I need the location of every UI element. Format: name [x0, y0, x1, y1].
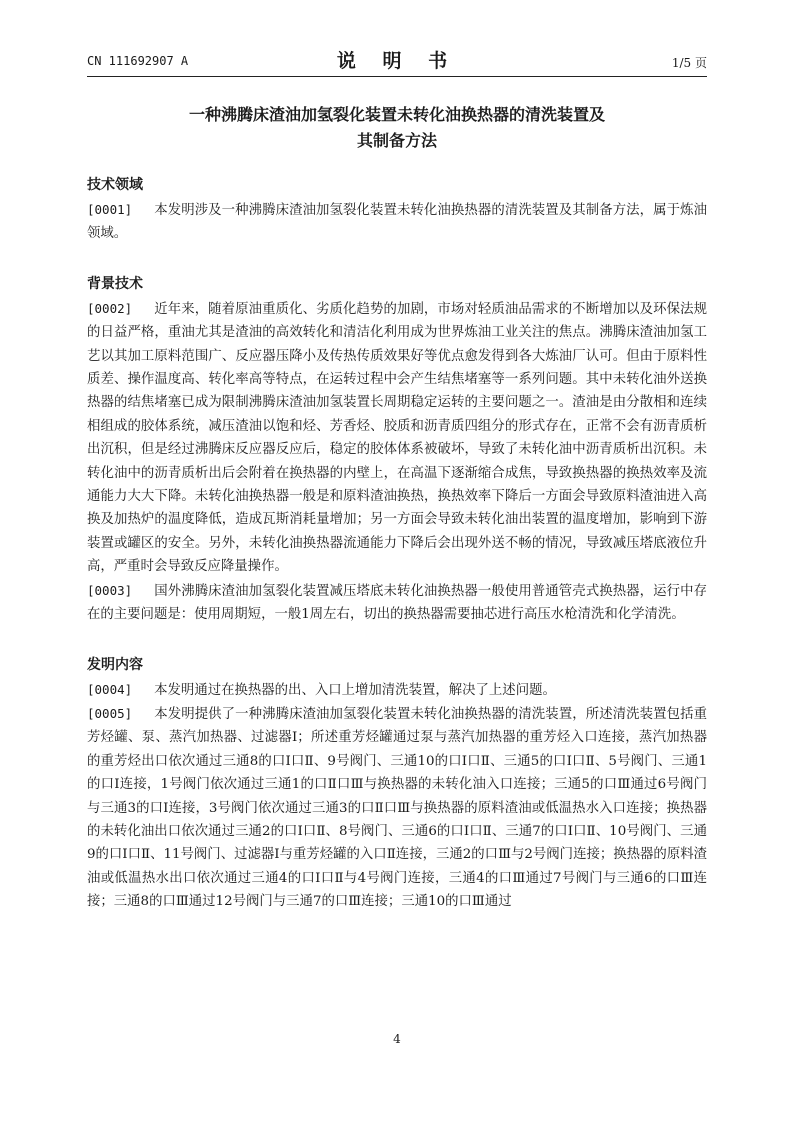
paragraph-0003 — [87, 579, 707, 627]
paragraph-text: 近年来，随着原油重质化、劣质化趋势的加剧，市场对轻质油品需求的不断增加以及环保法规的日益严格，重油尤其是渣油的高效转化和清洁化利用成为世界炼油工业关注的焦点。沸腾床渣油加氢工艺以其加工原料范围广、反应器压降小及传热传质效果好等优点愈发得到各大炼油厂认可。但由于原料性质差、操作温度高、转化率高等特点，在运转过程中会产生结焦堵塞等一系列问题。其中未转化油外送换热器的结焦堵塞已成为限制沸腾床渣油加氢装置长周期稳定运转的主要问题之一。渣油是由分散相和连续相组成的胶体系统，减压渣油以饱和烃、芳香烃、胶质和沥青质四组分的形式存在，正常不会有沥青质析出沉积，但是经过沸腾床反应器反应后，稳定的胶体体系被破坏，导致了未转化油中沥青质析出沉积。未转化油中的沥青质析出后会附着在换热器的内壁上，在高温下逐渐缩合成焦，导致换热器的换热效率及流通能力大大下降。未转化油换热器一般是和原料渣油换热，换热效率下降后一方面会导致原料渣油进入高换及加热炉的温度降低，造成瓦斯消耗量增加；另一方面会导致未转化油出装置的温度增加，影响到下游装置或罐区的安全。另外，未转化油换热器流通能力下降后会出现外送不畅的情况，导致减压塔底液位升高，严重时会导致反应降量操作。 — [87, 301, 707, 575]
paragraph-number: [0005] — [87, 705, 133, 721]
section-heading-background: 背景技术 — [87, 275, 143, 292]
paragraph-number: [0001] — [87, 202, 133, 217]
page-number: 4 — [393, 1032, 401, 1046]
paragraph-text: 本发明涉及一种沸腾床渣油加氢裂化装置未转化油换热器的清洗装置及其制备方法，属于炼油领域。 — [87, 203, 707, 242]
section-heading-tech-field: 技术领域 — [87, 177, 143, 193]
paragraph-0005 — [87, 702, 707, 914]
paragraph-text: 国外沸腾床渣油加氢裂化装置减压塔底未转化油换热器一般使用普通管壳式换热器，运行中存在的主要问题是：使用周期短，一般1周左右，切出的换热器需要抽芯进行高压水枪清洗和化学清洗。 — [87, 583, 707, 623]
page-of-total: 1/5 页 — [671, 56, 707, 70]
publication-number: CN 111692907 A — [87, 54, 189, 68]
paragraph-text: 本发明通过在换热器的出、入口上增加清洗装置，解决了上述问题。 — [154, 682, 556, 698]
document-title — [87, 102, 707, 154]
document-type: 说 明 书 — [336, 50, 458, 72]
section-heading-invention: 发明内容 — [87, 656, 143, 673]
paragraph-0004 — [87, 678, 707, 702]
title-line-2: 其制备方法 — [356, 131, 437, 150]
paragraph-number: [0004] — [87, 681, 133, 697]
paragraph-0002 — [87, 297, 707, 579]
title-line-1: 一种沸腾床渣油加氢裂化装置未转化油换热器的清洗装置及 — [188, 105, 605, 124]
paragraph-text: 本发明提供了一种沸腾床渣油加氢裂化装置未转化油换热器的清洗装置，所述清洗装置包括重芳烃罐、泵、蒸汽加热器、过滤器I；所述重芳烃罐通过泵与蒸汽加热器的重芳烃入口连接，蒸汽加热器的重芳烃出口依次通过三通8的口I口Ⅱ、9号阀门、三通10的口I口Ⅱ、三通5的口I口Ⅱ、5号阀门、三通1的口I连接，1号阀门依次通过三通1的口Ⅱ口Ⅲ与换热器的未转化油入口连接；三通5的口Ⅲ通过6号阀门与三通3的口I连接，3号阀门依次通过三通3的口Ⅱ口Ⅲ与换热器的原料渣油或低温热水入口连接；换热器的未转化油出口依次通过三通2的口I口Ⅱ、8号阀门、三通6的口I口Ⅱ、三通7的口I口Ⅱ、10号阀门、三通9的口I口Ⅱ、11号阀门、过滤器I与重芳烃罐的入口Ⅱ连接，三通2的口Ⅲ与2号阀门连接；换热器的原料渣油或低温热水出口依次通过三通4的口I口Ⅱ与4号阀门连接，三通4的口Ⅲ通过7号阀门与三通6的口Ⅲ连接；三通8的口Ⅲ通过12号阀门与三通7的口Ⅲ连接；三通10的口Ⅲ通过 — [87, 706, 707, 910]
paragraph-number: [0002] — [87, 300, 133, 316]
paragraph-number: [0003] — [87, 582, 133, 598]
document-body — [87, 172, 707, 914]
page-header — [87, 42, 707, 77]
paragraph-0001 — [87, 198, 707, 246]
